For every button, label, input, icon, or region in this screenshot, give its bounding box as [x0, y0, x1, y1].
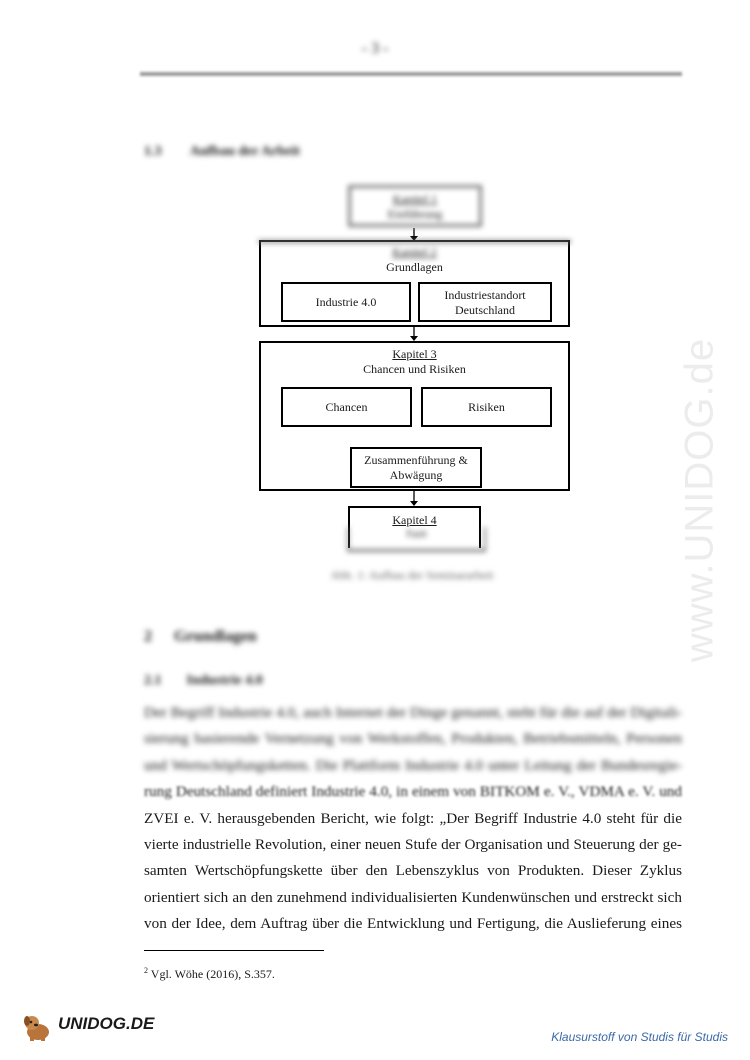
chapter-4-label: Kapitel 4: [392, 513, 437, 527]
body-line: ZVEI e. V. herausgebenden Bericht, wie folgt: „Der Begriff Industrie 4.0 steht für die: [144, 809, 682, 827]
body-line: rung Deutschland definiert Industrie 4.0, in einem von BITKOM e. V., VDMA e. V. und: [144, 783, 682, 801]
body-line: samten Wertschöpfungskette über den Lebenszyklus von Produkten. Dieser Zyklus: [144, 862, 682, 880]
body-line: sierung basierende Vernetzung von Werkstoffen, Produkten, Betriebsmitteln, Personen: [144, 730, 682, 748]
chapter-3-label: Kapitel 3: [392, 347, 437, 361]
footnote-text: Vgl. Wöhe (2016), S.357.: [150, 967, 275, 981]
chapter-2-title: Grundlagen: [386, 260, 443, 274]
figure-caption: Abb. 1: Aufbau der Seminararbeit: [330, 568, 494, 582]
chapter-4-title: Fazit: [347, 527, 486, 552]
footnote-rule: [144, 950, 324, 951]
footer-tagline: Klausurstoff von Studis für Studis: [551, 1030, 728, 1044]
section-heading-2-1: [144, 673, 263, 689]
body-line: und Wertschöpfungsketten. Die Plattform Industrie 4.0 unter Leitung der Bundesregie-: [144, 756, 682, 774]
chapter-2-box: [259, 240, 570, 327]
dog-logo-icon: [22, 1012, 56, 1047]
chapter-2-label: Kapitel 2: [392, 245, 437, 259]
section-title: Industrie 4.0: [186, 673, 263, 688]
chapter-title: Grundlagen: [174, 628, 257, 645]
chapter-3-title: Chancen und Risiken: [363, 362, 466, 376]
watermark: www.UNIDOG.de: [677, 337, 722, 663]
section-title: Aufbau der Arbeit: [189, 144, 300, 159]
body-line: orientiert sich an den zunehmend individualisierten Kundenwünschen und erstreckt sich: [144, 888, 682, 906]
box-industriestandort: Industriestandort Deutschland: [418, 282, 552, 322]
chapter-1-label: Kapitel 1: [392, 192, 438, 206]
body-line: vierte industrielle Revolution, einer neuen Stufe der Organisation und Steuerung der ge-: [144, 836, 682, 854]
box-risiken: Risiken: [421, 387, 552, 427]
chapter-number: 2: [144, 628, 152, 645]
section-number: 1.3: [144, 144, 162, 159]
footer-brand: UNIDOG.DE: [58, 1014, 155, 1033]
box-industrie-4-0: Industrie 4.0: [281, 282, 411, 322]
chapter-3-box: [259, 341, 570, 491]
page-number: - 3 -: [361, 40, 389, 57]
chapter-4-box: [348, 506, 481, 548]
body-paragraph: [144, 700, 682, 938]
footnote-mark: 2: [144, 966, 148, 975]
box-zusammenfuehrung: Zusammenführung & Abwägung: [350, 447, 482, 488]
section-number: 2.1: [144, 673, 162, 688]
chapter-1-box: [348, 185, 482, 227]
chapter-1-title: Einführung: [387, 207, 443, 221]
box-chancen: Chancen: [281, 387, 412, 427]
body-line: Der Begriff Industrie 4.0, auch Internet der Dinge genannt, steht für die auf der Digitali-: [144, 704, 682, 721]
footnote: [144, 966, 275, 982]
chapter-heading-2: [144, 628, 257, 646]
body-line: von der Idee, dem Auftrag über die Entwicklung und Fertigung, die Auslieferung eines: [144, 915, 682, 933]
